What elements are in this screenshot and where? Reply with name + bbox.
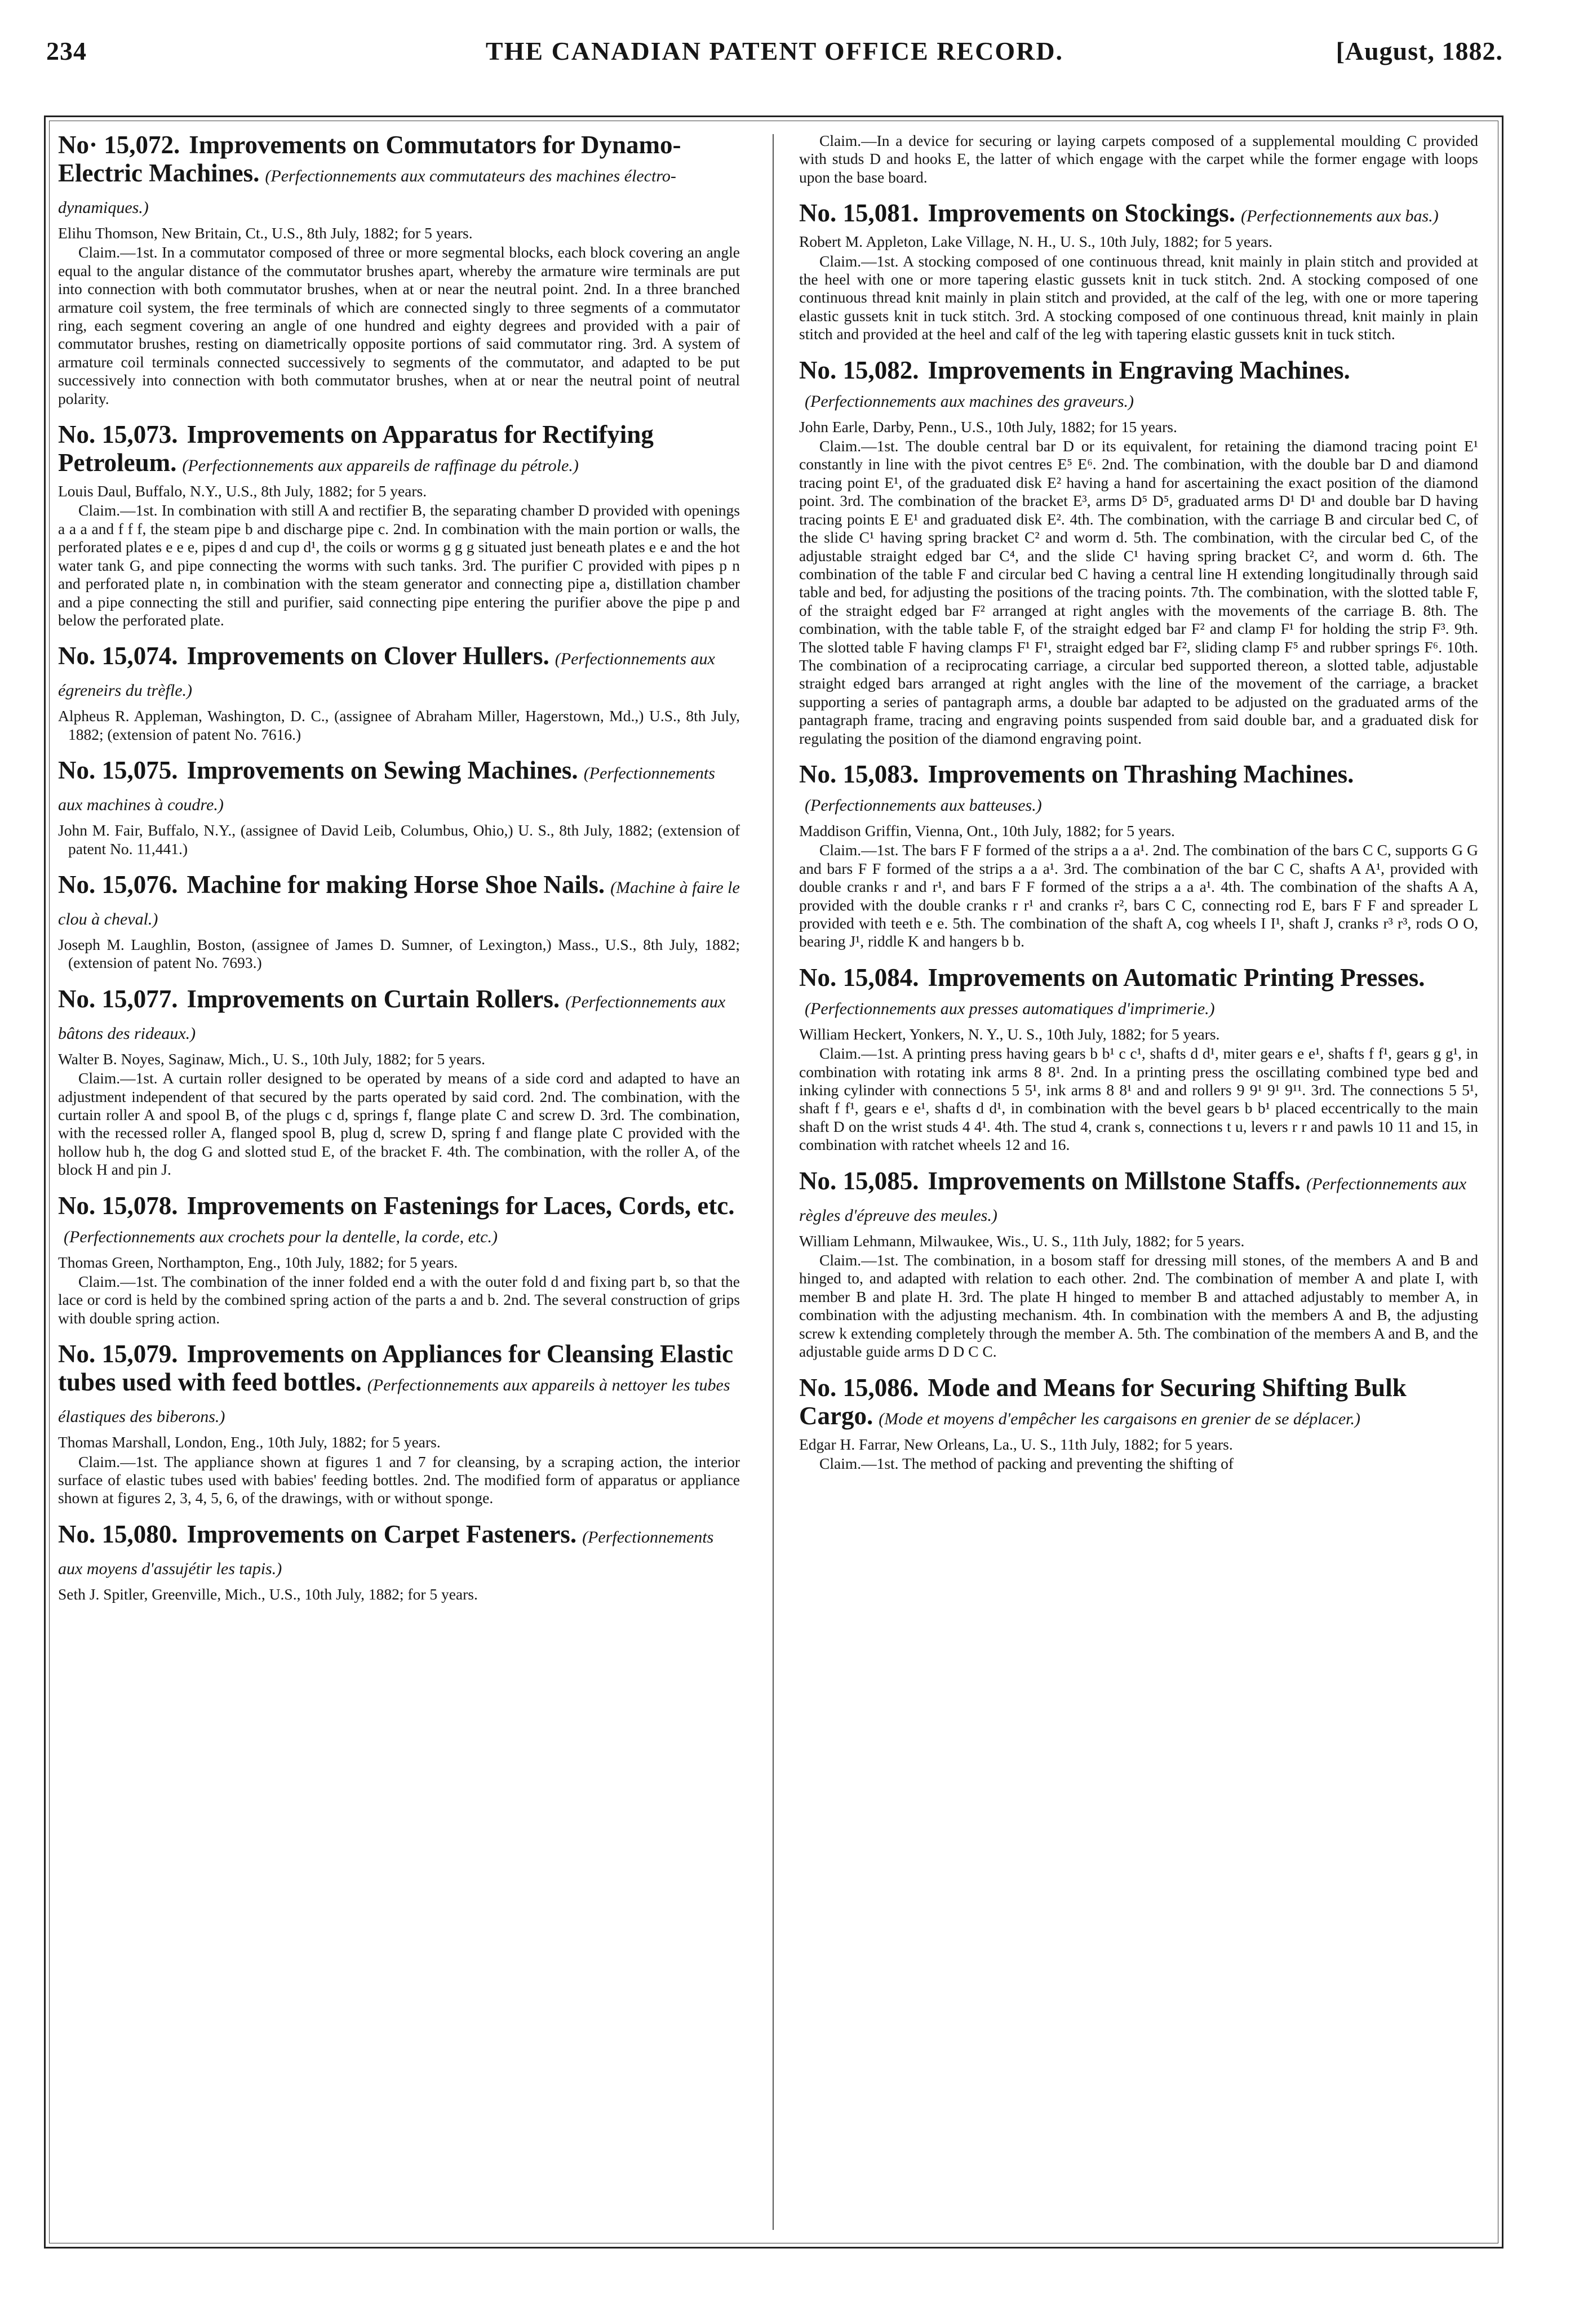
french-title: (Mode et moyens d'empêcher les cargaisons en grenier de se déplacer.)	[879, 1409, 1360, 1428]
claim-text: Claim.—1st. A printing press having gears b b¹ c c¹, shafts d d¹, miter gears e e¹, shafts f f¹, gears g g¹, in combination with rotating ink arms 8 8¹. 2nd. In a printing press the oscillating combined type bed and inking cylinder with connections 5 5¹, ink arms 8 8¹ and and rollers 9 9¹ 9¹ 9¹¹. 3rd. The connections 5 5¹, shaft f f¹, gears e e¹, shafts d d¹, in combination with the bevel gears b b¹ placed eccentrically to the main shaft D on the wrist studs 4 4¹. 4th. The stud 4, crank s, connections t u, levers r r and pawls 10 11 and 15, in combination with ratchet wheels 12 and 16.	[799, 1045, 1478, 1154]
patent-title: Improvements on Sewing Machines.	[187, 756, 578, 785]
claim-text: Claim.—1st. The method of packing and preventing the shifting of	[819, 1454, 1234, 1472]
left-column	[58, 131, 740, 1616]
patent-title: Improvements on Millstone Staffs.	[928, 1166, 1301, 1195]
patent-title: Improvements on Appliances for Cleansing Elastic tubes used with feed bottles.	[58, 1340, 734, 1397]
patent-number: No. 15,084.	[799, 963, 919, 992]
inventor-line: William Heckert, Yonkers, N. Y., U. S., 10th July, 1882; for 5 years.	[799, 1025, 1220, 1043]
patent-entry	[58, 1192, 740, 1328]
claim-text: Claim.—1st. A stocking composed of one continuous thread, knit mainly in plain stitch and provided at the heel with one or more tapering elastic gussets knit in tuck stitch. 2nd. A stocking composed of one continuous thread knit mainly in plain stitch and provided, at the calf of the leg, with one or more tapering elastic gussets knit in tuck stitch. 3rd. A stocking composed of one continuous thread, knit mainly in plain stitch and provided at the heel and calf of the leg with tapering elastic gussets knit in tuck stitch.	[799, 252, 1478, 343]
patent-number: No. 15,075.	[58, 756, 178, 785]
inventor-line: John M. Fair, Buffalo, N.Y., (assignee of David Leib, Columbus, Ohio,) U. S., 8th July, 1882; (extension of patent No. 11,441.)	[58, 821, 740, 857]
entry-heading	[58, 1520, 740, 1583]
patent-number: No. 15,085.	[799, 1166, 919, 1195]
entry-heading	[799, 760, 1478, 820]
patent-title: Improvements on Thrashing Machines.	[928, 759, 1354, 788]
entry-heading	[799, 356, 1478, 416]
claim-text: Claim.—1st. The appliance shown at figures 1 and 7 for cleansing, by a scraping action, the interior surface of elastic tubes used with babies' feeding bottles. 2nd. The modified form of apparatus or appliance shown at figures 2, 3, 4, 5, 6, of the drawings, with or without sponge.	[58, 1452, 740, 1507]
patent-entry	[58, 131, 740, 408]
inventor-line: Walter B. Noyes, Saginaw, Mich., U. S., 10th July, 1882; for 5 years.	[58, 1050, 486, 1068]
claim-text: Claim.—1st. In combination with still A and rectifier B, the separating chamber D provided with openings a a a and f f f, the steam pipe b and discharge pipe c. 2nd. In combination with the main portion or walls, the perforated plates e e e, pipes d and cup d¹, the coils or worms g g g situated just beneath plates e e and the hot water tank G, and pipe connecting the worms with such tanks. 3rd. The purifier C provided with pipes p n and perforated plate n, in combination with the steam generator and connecting pipe a, distillation chamber and a pipe connecting the still and purifier, said connecting pipe entering the purifier above the pipe p and below the perforated plate.	[58, 501, 740, 629]
entry-heading	[58, 1192, 740, 1251]
entry-heading	[58, 420, 740, 480]
patent-title: Improvements on Fastenings for Laces, Cords, etc.	[187, 1191, 735, 1220]
claim-text: Claim.—1st. The combination of the inner folded end a with the outer fold d and fixing part b, so that the lace or cord is held by the combined spring action of the parts a and b. 2nd. The several construction of grips with double spring action.	[58, 1273, 740, 1327]
claim-text: Claim.—In a device for securing or laying carpets composed of a supplemental moulding C provided with studs D and hooks E, the latter of which engage with the carpet while the former engage with loops upon the base board.	[799, 132, 1478, 186]
claim-text: Claim.—1st. In a commutator composed of three or more segmental blocks, each block covering an angle equal to the angular distance of the commutator brushes apart, whereby the armature wire terminals are put into connection with both commutator brushes, when at or near the neutral point. 2nd. In a three branched armature coil system, the free terminals of which are connected singly to three segments of a commutator ring, each segment covering an angle of one hundred and eighty degrees and provided with a pair of commutator brushes, resting on diametrically opposite portions of said commutator ring. 3rd. A system of armature coil terminals connected successively to segments of the commutator, and adapted to be put successively into connection with both commutator brushes, when at or near the neutral point of neutral polarity.	[58, 243, 740, 407]
entry-heading	[58, 642, 740, 705]
patent-number: No. 15,073.	[58, 420, 178, 449]
inventor-line: Robert M. Appleton, Lake Village, N. H., U. S., 10th July, 1882; for 5 years.	[799, 233, 1273, 251]
french-title: (Perfectionnements aux règles d'épreuve des meules.)	[799, 1174, 1467, 1225]
inventor-line: Seth J. Spitler, Greenville, Mich., U.S., 10th July, 1882; for 5 years.	[58, 1585, 478, 1603]
inventor-line: Edgar H. Farrar, New Orleans, La., U. S., 11th July, 1882; for 5 years.	[799, 1435, 1233, 1453]
patent-title: Improvements on Stockings.	[928, 199, 1235, 228]
patent-entry	[58, 1520, 740, 1603]
patent-entry	[58, 756, 740, 858]
page-header	[46, 34, 1503, 73]
patent-number: No. 15,083.	[799, 759, 919, 788]
patent-entry	[799, 132, 1478, 186]
entry-heading	[58, 131, 740, 222]
entry-heading	[58, 756, 740, 819]
inventor-line: John Earle, Darby, Penn., U.S., 10th July, 1882; for 15 years.	[799, 417, 1177, 436]
patent-title: Improvements on Apparatus for Rectifying Petroleum.	[58, 420, 654, 477]
inventor-line: Joseph M. Laughlin, Boston, (assignee of James D. Sumner, of Lexington,) Mass., U.S., 8th July, 1882; (extension of patent No. 7693.)	[58, 935, 740, 972]
patent-entry	[799, 1167, 1478, 1361]
issue-date: [August, 1882.	[1336, 37, 1503, 65]
right-column	[799, 131, 1478, 1485]
french-title: (Perfectionnements aux appareils de raffinage du pétrole.)	[182, 456, 579, 476]
entry-heading	[799, 199, 1478, 230]
patent-entry	[799, 199, 1478, 343]
claim-text: Claim.—1st. The double central bar D or its equivalent, for retaining the diamond tracing point E¹ constantly in line with the pivot centres E⁵ E⁶. 2nd. The combination, with the double bar D and diamond tracing point E¹, of the graduated disk E² having a hand for ascertaining the exact position of the diamond point. 3rd. The combination of the bracket E³, arms D⁵ D⁵, graduated arms D¹ D¹ and double bar D having tracing points E E¹ and graduated disk E². 4th. The combination, with the carriage B and circular bed C, of the slide C¹ having spring bracket C² and worm d. 5th. The combination, with the circular bed C, of the adjustable straight edged bar C⁴, and the slide C¹ having spring bracket C², and worm d. 6th. The combination of the table F and circular bed C having a central line H extending longitudinally through said table and bed, for adjusting the positions of the tracing points. 7th. The combination, with the slotted table F, of the straight edged bar F² arranged at right angles with the movements of the carriage B. 8th. The combination, with the table table F, of the straight edged bar F² and clamp F¹ for holding the strip F³. 9th. The slotted table F having clamps F¹ F¹, straight edged bar F², sliding clamp F⁵ and rubber springs F⁶. 10th. The combination of a reciprocating carriage, a circular bed supported thereon, a slotted table, adjustable straight edged bars arranged at right angles with the line of the movement of the carriage, a bracket supporting a series of pantagraph arms, a double bar adapted to be adjusted on the graduated arms of the pantagraph frame, tracing and engraving points suspended from said double bar, and a graduated disk for regulating the position of the diamond engraving point.	[799, 437, 1478, 747]
patent-entry	[799, 356, 1478, 748]
entry-heading	[58, 870, 740, 934]
patent-number: No. 15,079.	[58, 1340, 178, 1368]
inventor-line: Thomas Marshall, London, Eng., 10th July, 1882; for 5 years.	[58, 1433, 441, 1451]
patent-title: Improvements on Carpet Fasteners.	[187, 1519, 577, 1548]
french-title: (Perfectionnements aux appareils à nettoyer les tubes élastiques des biberons.)	[58, 1376, 730, 1427]
french-title: (Perfectionnements aux crochets pour la dentelle, la corde, etc.)	[64, 1227, 498, 1246]
claim-text: Claim.—1st. A curtain roller designed to be operated by means of a side cord and adapted to have an adjustment independent of that secured by the parts operated by said cord. 2nd. The combination, with the curtain roller A and spool B, of the plugs c d, springs f, flange plate C and screw D. 3rd. The combination, with the recessed roller A, flanged spool B, plug d, screw D, spring f and flange plate C provided with the hollow hub h, the dog G and slotted stud E, of the bracket F. 4th. The combination, with the roller A, of the block H and pin J.	[58, 1069, 740, 1179]
inventor-line: William Lehmann, Milwaukee, Wis., U. S., 11th July, 1882; for 5 years.	[799, 1232, 1245, 1250]
patent-title: Machine for making Horse Shoe Nails.	[187, 870, 605, 899]
french-title: (Perfectionnements aux bâtons des rideaux.)	[58, 992, 726, 1043]
french-title: (Perfectionnements aux commutateurs des machines électro-dynamiques.)	[58, 167, 676, 217]
patent-number: No. 15,082.	[799, 356, 919, 384]
patent-entry	[799, 1374, 1478, 1473]
page-number: 234	[46, 37, 87, 65]
patent-number: No. 15,076.	[58, 870, 178, 899]
patent-entry	[58, 985, 740, 1179]
entry-heading	[58, 985, 740, 1048]
patent-number: No. 15,081.	[799, 199, 919, 228]
page-frame	[44, 115, 1503, 2249]
patent-number: No· 15,072.	[58, 131, 180, 159]
running-title: THE CANADIAN PATENT OFFICE RECORD.	[485, 37, 1064, 65]
french-title: (Perfectionnements aux batteuses.)	[805, 796, 1042, 815]
patent-entry	[58, 642, 740, 744]
patent-entry	[58, 1340, 740, 1508]
patent-number: No. 15,080.	[58, 1519, 178, 1548]
french-title: (Machine à faire le clou à cheval.)	[58, 878, 740, 928]
patent-title: Improvements on Curtain Rollers.	[187, 984, 560, 1013]
patent-number: No. 15,086.	[799, 1373, 919, 1402]
patent-title: Improvements on Commutators for Dynamo-Electric Machines.	[58, 131, 681, 187]
entry-heading	[799, 963, 1478, 1023]
patent-entry	[58, 420, 740, 629]
entry-heading	[799, 1167, 1478, 1230]
entry-heading	[58, 1340, 740, 1431]
french-title: (Perfectionnements aux machines des graveurs.)	[805, 392, 1134, 411]
inventor-line: Alpheus R. Appleman, Washington, D. C., (assignee of Abraham Miller, Hagerstown, Md.,) U.S., 8th July, 1882; (extension of patent No. 7616.)	[58, 707, 740, 743]
patent-entry	[58, 870, 740, 972]
french-title: (Perfectionnements aux bas.)	[1240, 207, 1439, 226]
french-title: (Perfectionnements aux presses automatiques d'imprimerie.)	[805, 999, 1215, 1018]
french-title: (Perfectionnements aux machines à coudre.)	[58, 764, 715, 815]
inventor-line: Maddison Griffin, Vienna, Ont., 10th July, 1882; for 5 years.	[799, 821, 1175, 839]
french-title: (Perfectionnements aux moyens d'assujétir les tapis.)	[58, 1527, 714, 1578]
inventor-line: Thomas Green, Northampton, Eng., 10th July, 1882; for 5 years.	[58, 1253, 458, 1271]
patent-title: Mode and Means for Securing Shifting Bulk Cargo.	[799, 1373, 1407, 1430]
entry-heading	[799, 1374, 1478, 1433]
patent-number: No. 15,078.	[58, 1191, 178, 1220]
patent-entry	[799, 963, 1478, 1154]
patent-entry	[799, 760, 1478, 951]
inventor-line: Elihu Thomson, New Britain, Ct., U.S., 8th July, 1882; for 5 years.	[58, 224, 473, 242]
claim-text: Claim.—1st. The combination, in a bosom staff for dressing mill stones, of the members A and B and hinged to, and adapted with relation to each other. 2nd. The combination of member A and plate I, with member B and plate H. 3rd. The plate H hinged to member B and attached adjustably to member A, in combination with the adjusting mechanism. 4th. In combination with the members A and B, the adjusting screw k extending completely through the member A. 5th. The combination of the members A and B, and the adjustable guide arms D D C C.	[799, 1251, 1478, 1361]
patent-title: Improvements on Automatic Printing Presses.	[928, 963, 1425, 992]
column-divider	[773, 134, 774, 2230]
french-title: (Perfectionnements aux égreneirs du trèfle.)	[58, 650, 715, 700]
claim-text: Claim.—1st. The bars F F formed of the strips a a a¹. 2nd. The combination of the bars C C, supports G G and bars F F formed of the strips a a a¹. 3rd. The combination of the bar C C, shafts A A¹, provided with double cranks r and r¹, and bars F F formed of the strips a a a¹. 4th. The combination of the shafts A A, provided with the double cranks r r¹ and cranks r², bars C C, connecting rod E, bars F F and spreader L provided with teeth e e. 5th. The combination of the shaft A, cog wheels I I¹, shaft J, cranks r³ r³, rods O O, bearing J¹, riddle K and hangers b b.	[799, 841, 1478, 950]
patent-title: Improvements on Clover Hullers.	[187, 642, 549, 670]
inventor-line: Louis Daul, Buffalo, N.Y., U.S., 8th July, 1882; for 5 years.	[58, 482, 427, 500]
patent-title: Improvements in Engraving Machines.	[928, 356, 1350, 384]
patent-number: No. 15,077.	[58, 984, 178, 1013]
patent-number: No. 15,074.	[58, 642, 178, 670]
